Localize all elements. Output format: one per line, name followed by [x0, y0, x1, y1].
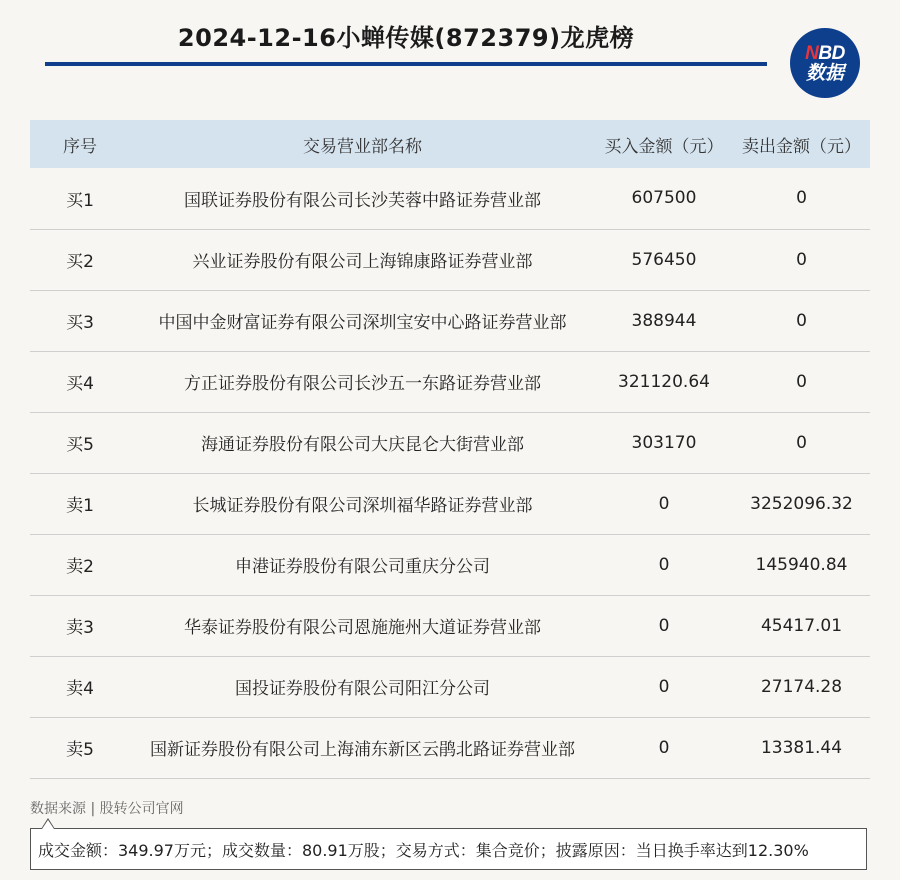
table-row [30, 473, 870, 534]
cell-name: 申港证券股份有限公司重庆分公司 [130, 534, 595, 595]
title-underline [45, 62, 767, 66]
data-source: 数据来源 | 股转公司官网 [30, 801, 184, 817]
cell-buy: 0 [595, 656, 733, 717]
cell-sell: 0 [733, 229, 870, 290]
table-row [30, 290, 870, 351]
cell-name: 海通证券股份有限公司大庆昆仑大街营业部 [130, 412, 595, 473]
column-header-seq: 序号 [30, 120, 130, 168]
table-row [30, 595, 870, 656]
cell-seq: 买3 [30, 290, 130, 351]
table-row [30, 168, 870, 229]
cell-name: 兴业证券股份有限公司上海锦康路证券营业部 [130, 229, 595, 290]
cell-sell: 145940.84 [733, 534, 870, 595]
cell-buy: 321120.64 [595, 351, 733, 412]
note-pointer-inner [42, 820, 54, 829]
cell-name: 国联证券股份有限公司长沙芙蓉中路证券营业部 [130, 168, 595, 229]
table-row [30, 351, 870, 412]
cell-sell: 0 [733, 168, 870, 229]
column-header-buy: 买入金额（元） [595, 120, 733, 168]
nbd-logo [790, 28, 860, 98]
cell-name: 国投证券股份有限公司阳江分公司 [130, 656, 595, 717]
cell-sell: 0 [733, 351, 870, 412]
table-row [30, 717, 870, 778]
column-header-sell: 卖出金额（元） [733, 120, 870, 168]
logo-line-2: 数据 [805, 61, 844, 84]
dragon-tiger-table [30, 120, 870, 779]
cell-seq: 卖4 [30, 656, 130, 717]
table-row [30, 229, 870, 290]
logo-bd: BD [818, 42, 845, 64]
cell-seq: 买2 [30, 229, 130, 290]
cell-name: 华泰证券股份有限公司恩施施州大道证券营业部 [130, 595, 595, 656]
cell-seq: 卖1 [30, 473, 130, 534]
table-header-row [30, 120, 870, 168]
trade-summary-note: 成交金额：349.97万元；成交数量：80.91万股；交易方式：集合竞价；披露原因：当日换手率达到12.30% [30, 828, 867, 870]
cell-seq: 买5 [30, 412, 130, 473]
cell-buy: 0 [595, 595, 733, 656]
page-title: 2024-12-16小蝉传媒(872379)龙虎榜 [177, 24, 635, 52]
cell-buy: 576450 [595, 229, 733, 290]
cell-buy: 0 [595, 473, 733, 534]
cell-sell: 0 [733, 412, 870, 473]
table-row [30, 412, 870, 473]
cell-name: 中国中金财富证券有限公司深圳宝安中心路证券营业部 [130, 290, 595, 351]
cell-sell: 3252096.32 [733, 473, 870, 534]
cell-sell: 13381.44 [733, 717, 870, 778]
cell-buy: 0 [595, 534, 733, 595]
cell-name: 国新证券股份有限公司上海浦东新区云鹃北路证券营业部 [130, 717, 595, 778]
cell-seq: 卖5 [30, 717, 130, 778]
cell-name: 长城证券股份有限公司深圳福华路证券营业部 [130, 473, 595, 534]
cell-sell: 27174.28 [733, 656, 870, 717]
cell-buy: 303170 [595, 412, 733, 473]
logo-n: N [805, 42, 819, 64]
column-header-name: 交易营业部名称 [130, 120, 595, 168]
cell-buy: 0 [595, 717, 733, 778]
cell-buy: 388944 [595, 290, 733, 351]
cell-seq: 卖3 [30, 595, 130, 656]
table-row [30, 534, 870, 595]
cell-sell: 0 [733, 290, 870, 351]
table-row [30, 656, 870, 717]
cell-seq: 卖2 [30, 534, 130, 595]
cell-seq: 买4 [30, 351, 130, 412]
cell-buy: 607500 [595, 168, 733, 229]
logo-line-1 [805, 44, 845, 63]
cell-seq: 买1 [30, 168, 130, 229]
cell-sell: 45417.01 [733, 595, 870, 656]
cell-name: 方正证券股份有限公司长沙五一东路证券营业部 [130, 351, 595, 412]
